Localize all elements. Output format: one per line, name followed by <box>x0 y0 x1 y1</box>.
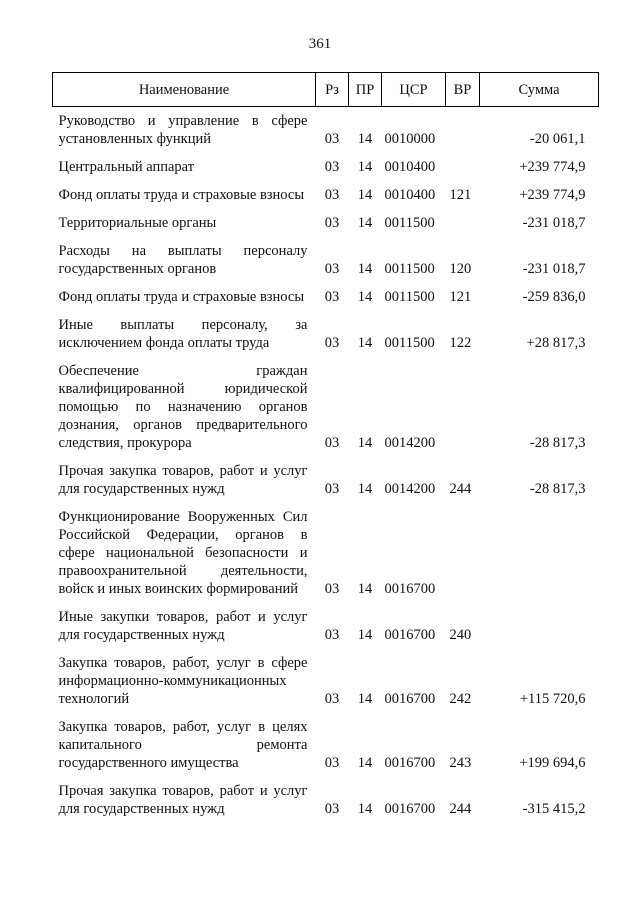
cell-sum <box>480 603 599 649</box>
cell-vr: 242 <box>449 691 472 707</box>
table-body <box>53 107 599 824</box>
cell-sum: -315 415,2 <box>522 801 586 817</box>
cell-csr: 0016700 <box>384 755 436 771</box>
cell-sum <box>480 503 599 603</box>
cell-rz: 03 <box>324 159 340 175</box>
cell-pr: 14 <box>357 581 373 597</box>
table-row <box>53 649 599 713</box>
column-header-name: Наименование <box>53 73 316 107</box>
table-row <box>53 181 599 209</box>
cell-rz: 03 <box>324 481 340 497</box>
cell-csr: 0010400 <box>384 187 436 203</box>
cell-vr: 121 <box>449 187 472 203</box>
table-row <box>53 603 599 649</box>
cell-sum: +239 774,9 <box>519 187 586 203</box>
cell-csr: 0016700 <box>384 691 436 707</box>
table-row <box>53 457 599 503</box>
cell-name: Расходы на выплаты персоналу государственных органов <box>58 243 308 277</box>
cell-pr: 14 <box>357 691 373 707</box>
cell-csr: 0016700 <box>384 581 436 597</box>
cell-sum: -28 817,3 <box>529 481 586 497</box>
cell-csr: 0011500 <box>384 335 435 351</box>
cell-csr: 0016700 <box>384 801 436 817</box>
table-row <box>53 503 599 603</box>
cell-sum: +115 720,6 <box>519 691 586 707</box>
cell-vr: 243 <box>449 755 472 771</box>
cell-csr: 0016700 <box>384 627 436 643</box>
column-header-sum: Сумма <box>480 73 599 107</box>
cell-name: Закупка товаров, работ, услуг в целях капитального ремонта государственного имущества <box>58 719 308 771</box>
header-row <box>53 73 599 107</box>
cell-vr <box>446 209 480 237</box>
cell-vr <box>446 503 480 603</box>
cell-sum: -259 836,0 <box>522 289 586 305</box>
column-header-vr: ВР <box>446 73 480 107</box>
cell-vr: 244 <box>449 481 472 497</box>
cell-csr: 0014200 <box>384 481 436 497</box>
cell-rz: 03 <box>324 581 340 597</box>
cell-name: Фонд оплаты труда и страховые взносы <box>58 289 305 305</box>
table-row <box>53 107 599 154</box>
cell-sum: +28 817,3 <box>526 335 586 351</box>
table-row <box>53 283 599 311</box>
table-row <box>53 357 599 457</box>
cell-name: Обеспечение граждан квалифицированной юридической помощью по назначению органов дознания, органов предварительного следствия, прокурора <box>58 363 308 451</box>
cell-rz: 03 <box>324 755 340 771</box>
cell-csr: 0011500 <box>384 261 435 277</box>
table-row <box>53 153 599 181</box>
cell-rz: 03 <box>324 215 340 231</box>
cell-pr: 14 <box>357 435 373 451</box>
cell-rz: 03 <box>324 335 340 351</box>
cell-rz: 03 <box>324 435 340 451</box>
budget-table <box>52 72 599 823</box>
cell-pr: 14 <box>357 131 373 147</box>
cell-vr <box>446 153 480 181</box>
cell-vr: 120 <box>449 261 472 277</box>
cell-vr: 240 <box>449 627 472 643</box>
cell-rz: 03 <box>324 691 340 707</box>
cell-pr: 14 <box>357 801 373 817</box>
cell-pr: 14 <box>357 261 373 277</box>
cell-name: Закупка товаров, работ, услуг в сфере информационно-коммуникационных технологий <box>58 655 308 707</box>
cell-rz: 03 <box>324 131 340 147</box>
cell-vr: 122 <box>449 335 472 351</box>
cell-vr <box>446 357 480 457</box>
cell-vr: 244 <box>449 801 472 817</box>
table-row <box>53 777 599 823</box>
table-row <box>53 237 599 283</box>
cell-rz: 03 <box>324 187 340 203</box>
cell-rz: 03 <box>324 289 340 305</box>
cell-rz: 03 <box>324 801 340 817</box>
table-row <box>53 209 599 237</box>
cell-name: Иные закупки товаров, работ и услуг для государственных нужд <box>58 609 308 643</box>
cell-name: Территориальные органы <box>58 215 217 231</box>
cell-rz: 03 <box>324 627 340 643</box>
column-header-rz: Рз <box>316 73 349 107</box>
cell-csr: 0011500 <box>384 289 435 305</box>
cell-rz: 03 <box>324 261 340 277</box>
cell-csr: 0010000 <box>384 131 436 147</box>
cell-pr: 14 <box>357 289 373 305</box>
cell-csr: 0010400 <box>384 159 436 175</box>
cell-pr: 14 <box>357 187 373 203</box>
cell-name: Фонд оплаты труда и страховые взносы <box>58 187 305 203</box>
cell-vr <box>446 107 480 154</box>
cell-name: Прочая закупка товаров, работ и услуг для государственных нужд <box>58 783 308 817</box>
cell-name: Руководство и управление в сфере установленных функций <box>58 113 308 147</box>
cell-name: Функционирование Вооруженных Сил Российской Федерации, органов в сфере национальной безопасности и правоохранительной деятельности, войск и иных воинских формирований <box>58 509 308 597</box>
cell-pr: 14 <box>357 755 373 771</box>
cell-sum: +239 774,9 <box>519 159 586 175</box>
cell-sum: -28 817,3 <box>529 435 586 451</box>
column-header-pr: ПР <box>349 73 382 107</box>
cell-sum: +199 694,6 <box>519 755 586 771</box>
page-number: 361 <box>308 36 332 52</box>
cell-name: Прочая закупка товаров, работ и услуг для государственных нужд <box>58 463 308 497</box>
cell-name: Центральный аппарат <box>58 159 195 175</box>
cell-sum: -231 018,7 <box>522 215 586 231</box>
cell-pr: 14 <box>357 215 373 231</box>
cell-pr: 14 <box>357 159 373 175</box>
column-header-csr: ЦСР <box>382 73 446 107</box>
cell-name: Иные выплаты персоналу, за исключением фонда оплаты труда <box>58 317 308 351</box>
table-row <box>53 311 599 357</box>
table-row <box>53 713 599 777</box>
cell-csr: 0011500 <box>384 215 435 231</box>
cell-vr: 121 <box>449 289 472 305</box>
cell-pr: 14 <box>357 481 373 497</box>
cell-csr: 0014200 <box>384 435 436 451</box>
table-header <box>53 73 599 107</box>
cell-pr: 14 <box>357 335 373 351</box>
cell-sum: -231 018,7 <box>522 261 586 277</box>
cell-sum: -20 061,1 <box>529 131 586 147</box>
cell-pr: 14 <box>357 627 373 643</box>
